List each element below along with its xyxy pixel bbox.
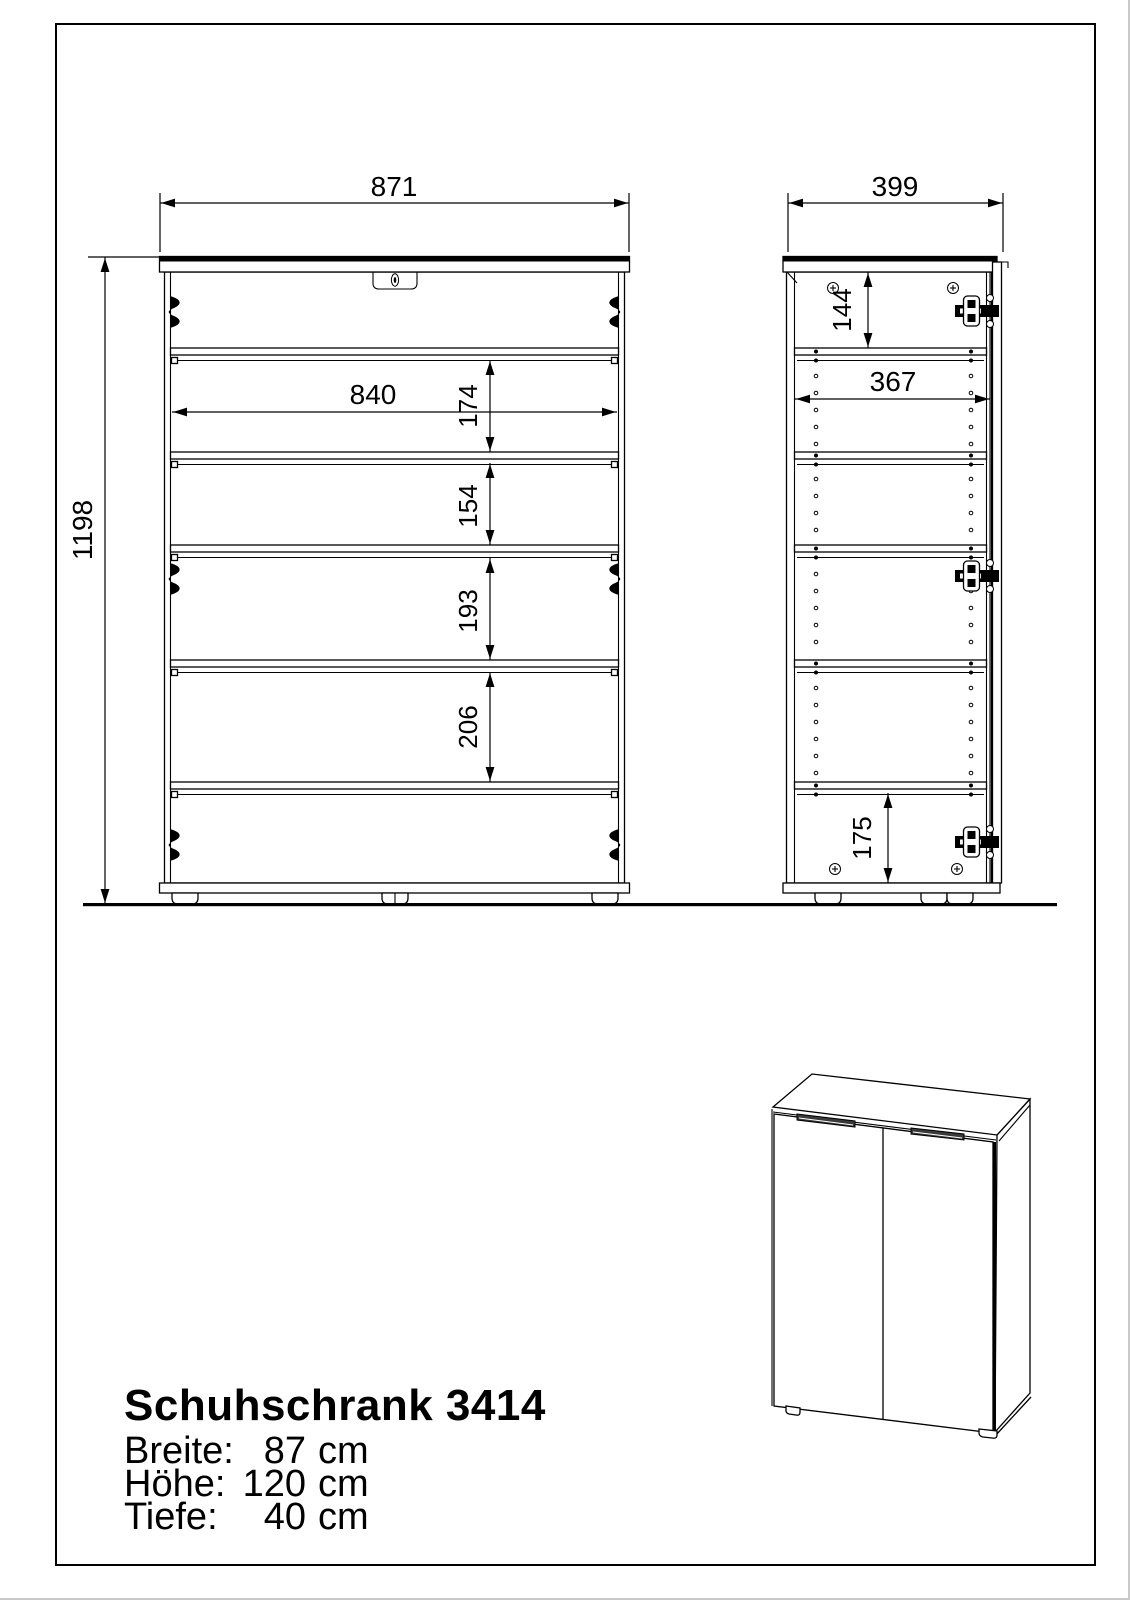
sv-feet xyxy=(815,893,973,904)
dim-label-840: 840 xyxy=(349,379,397,410)
spec-row-tiefe xyxy=(124,1496,546,1538)
spec-value: 87 xyxy=(263,1430,306,1472)
dim-label-193: 193 xyxy=(453,589,483,633)
dim-label-871: 871 xyxy=(370,171,418,202)
title-block xyxy=(124,1381,546,1538)
spec-label: Breite: xyxy=(124,1430,234,1472)
dim-label-174: 174 xyxy=(453,384,483,428)
spec-list xyxy=(124,1430,546,1538)
dim-label-154: 154 xyxy=(453,484,483,528)
dim-label-175: 175 xyxy=(847,816,877,860)
dim-label-144: 144 xyxy=(827,288,857,332)
spec-value: 120 xyxy=(242,1463,306,1505)
dim-overall-depth xyxy=(788,171,1003,252)
product-title: Schuhschrank 3414 xyxy=(124,1381,546,1430)
spec-unit: cm xyxy=(318,1430,369,1472)
spec-value: 40 xyxy=(263,1496,306,1538)
dim-label-367: 367 xyxy=(869,366,917,397)
side-view xyxy=(783,257,1008,905)
spec-label: Tiefe: xyxy=(124,1496,218,1538)
dim-label-1198: 1198 xyxy=(67,499,98,561)
dim-label-206: 206 xyxy=(453,705,483,749)
fv-feet xyxy=(172,893,618,904)
spec-unit: cm xyxy=(318,1496,369,1538)
dim-overall-height xyxy=(67,257,160,904)
dim-overall-width xyxy=(160,171,629,252)
perspective-view xyxy=(772,1074,1031,1438)
front-view xyxy=(160,257,630,905)
spec-unit: cm xyxy=(318,1463,369,1505)
spec-label: Höhe: xyxy=(124,1463,226,1505)
ground-line xyxy=(83,903,1057,906)
dim-label-399: 399 xyxy=(871,171,919,202)
